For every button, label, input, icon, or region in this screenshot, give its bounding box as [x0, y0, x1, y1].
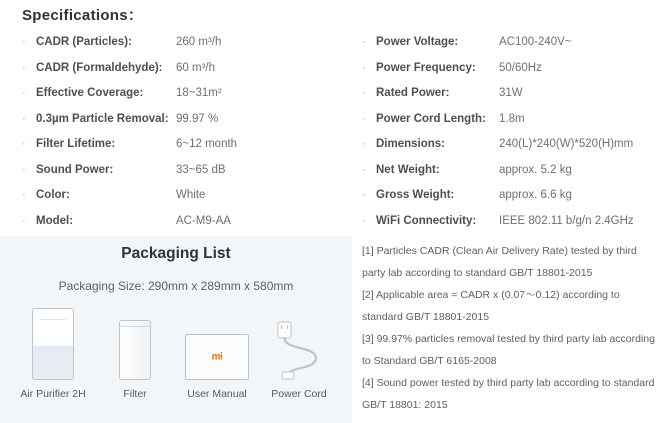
bullet-icon: · [362, 214, 366, 227]
footnote-item: [3] 99.97% particles removal tested by third party lab according to Standard GB/T 6165-2008 [362, 333, 655, 367]
spec-label: Gross Weight: [376, 189, 455, 201]
spec-value: AC100-240V~ [499, 36, 572, 48]
spec-value: approx. 5.2 kg [499, 163, 572, 176]
spec-value: 50/60Hz [499, 61, 542, 74]
spec-label: Net Weight: [376, 163, 440, 176]
spec-label: CADR (Particles): [36, 36, 132, 48]
packaging-item [176, 302, 258, 400]
bullet-icon: · [362, 112, 366, 125]
spec-label: Sound Power: [36, 163, 114, 176]
spec-row [362, 107, 671, 133]
spec-value: 260 m³/h [176, 36, 222, 48]
manual-icon [176, 302, 258, 380]
packaging-item [94, 302, 176, 400]
footnotes [362, 240, 662, 416]
air-purifier-icon [12, 302, 94, 380]
specifications-right-column [352, 30, 671, 234]
spec-row [22, 56, 352, 82]
spec-row [362, 132, 671, 158]
spec-label: Power Frequency: [376, 61, 476, 74]
spec-label: Color: [36, 189, 70, 201]
bullet-icon: · [22, 112, 26, 125]
bullet-icon: · [22, 36, 26, 48]
footnote-item: [4] Sound power tested by third party lab according to standard GB/T 18801: 2015 [362, 377, 655, 411]
bullet-icon: · [22, 61, 26, 74]
spec-label: CADR (Formaldehyde): [36, 61, 163, 74]
packaging-item-caption: User Manual [187, 388, 247, 400]
spec-value: 18~31m² [176, 87, 222, 99]
bullet-icon: · [22, 87, 26, 99]
specifications-left-column [0, 30, 352, 234]
spec-value: approx. 6.6 kg [499, 189, 572, 201]
spec-value: AC-M9-AA [176, 214, 231, 227]
spec-label: WiFi Connectivity: [376, 214, 477, 227]
filter-icon [94, 302, 176, 380]
packaging-list-title: Packaging List [121, 245, 231, 262]
spec-label: Effective Coverage: [36, 87, 144, 99]
spec-row [362, 56, 671, 82]
packaging-item [258, 302, 340, 400]
bullet-icon: · [362, 36, 366, 48]
spec-label: Filter Lifetime: [36, 138, 116, 150]
specifications-columns [0, 30, 671, 234]
spec-row [362, 158, 671, 184]
bullet-icon: · [362, 87, 366, 99]
bullet-icon: · [362, 138, 366, 150]
packaging-list-panel [0, 236, 352, 423]
spec-value: 33~65 dB [176, 163, 226, 176]
spec-value: 1.8m [499, 112, 525, 125]
spec-label: Model: [36, 214, 74, 227]
spec-label: Dimensions: [376, 138, 446, 150]
spec-row [362, 183, 671, 209]
bullet-icon: · [22, 163, 26, 176]
spec-row [22, 209, 352, 235]
lower-section [0, 236, 671, 423]
mi-logo-icon: mi [211, 351, 223, 363]
bullet-icon: · [362, 163, 366, 176]
spec-label: Rated Power: [376, 87, 450, 99]
footnote-item: [1] Particles CADR (Clean Air Delivery Rate) tested by third party lab according to standard GB/T 18801-2015 [362, 245, 637, 279]
bullet-icon: · [362, 61, 366, 74]
spec-row [22, 30, 352, 56]
spec-row [22, 158, 352, 184]
bullet-icon: · [362, 189, 366, 201]
bullet-icon: · [22, 189, 26, 201]
spec-row [22, 107, 352, 133]
spec-row [22, 81, 352, 107]
packaging-item-caption: Filter [123, 388, 147, 400]
spec-row [362, 209, 671, 235]
bullet-icon: · [22, 138, 26, 150]
spec-value: 240(L)*240(W)*520(H)mm [499, 138, 634, 150]
spec-row [22, 183, 352, 209]
power-cord-icon [258, 302, 340, 380]
packaging-item-caption: Air Purifier 2H [20, 388, 86, 400]
footnote-item: [2] Applicable area = CADR x (0.07～0.12) according to standard GB/T 18801-2015 [362, 289, 620, 323]
spec-row [362, 30, 671, 56]
spec-value: 31W [499, 87, 523, 99]
spec-value: IEEE 802.11 b/g/n 2.4GHz [499, 214, 634, 227]
spec-value: 6~12 month [176, 138, 238, 150]
packaging-item-caption: Power Cord [271, 388, 327, 400]
packaging-item [12, 302, 94, 400]
spec-label: Power Cord Length: [376, 112, 486, 125]
packaging-size-text: Packaging Size: 290mm x 289mm x 580mm [58, 279, 294, 293]
spec-value: 99.97 % [176, 112, 219, 125]
spec-value: 60 m³/h [176, 61, 215, 74]
spec-value: White [176, 189, 206, 201]
spec-row [362, 81, 671, 107]
spec-row [22, 132, 352, 158]
bullet-icon: · [22, 214, 26, 227]
packaging-items [0, 302, 352, 400]
specifications-title: Specifications： [22, 7, 144, 24]
spec-label: Power Voltage: [376, 36, 459, 48]
spec-label: 0.3µm Particle Removal: [36, 112, 169, 125]
